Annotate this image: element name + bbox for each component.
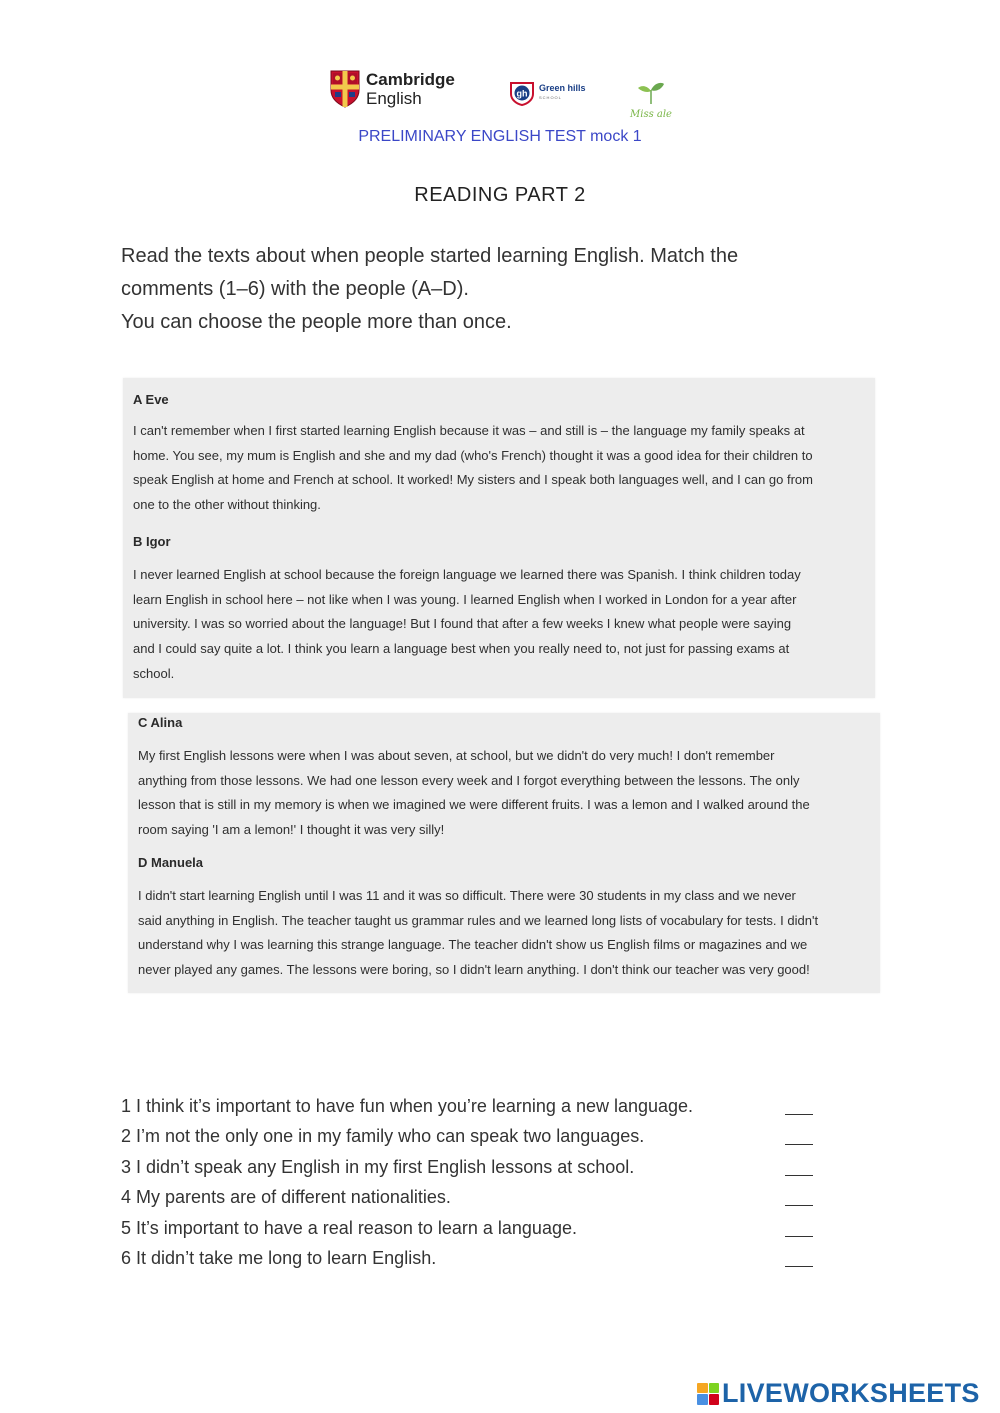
- greenhills-badge-icon: [509, 80, 535, 106]
- person-text-line: understand why I was learning this strange language. The teacher didn't show us English films or magazines and we: [138, 937, 808, 953]
- question-text: It’s important to have a real reason to learn a language.: [136, 1217, 577, 1238]
- person-text-line: home. You see, my mum is English and she and my dad (who's French) thought it was a good idea for their children to: [133, 447, 813, 463]
- instructions: [121, 240, 881, 339]
- header-logos: [0, 66, 1000, 122]
- person-name: A Eve: [133, 392, 169, 407]
- person-text-line: I never learned English at school because the foreign language we learned there was Spanish. I think children today: [133, 567, 801, 582]
- cambridge-subname: English: [366, 89, 422, 108]
- missale-text: Miss ale: [630, 109, 672, 120]
- person-text-line: learn English in school here – not like when I was young. I learned English when I worked in London for a year after: [133, 591, 797, 607]
- instructions-line: You can choose the people more than once.: [121, 311, 512, 333]
- question-number: 6: [121, 1247, 132, 1268]
- question-number: 4: [121, 1187, 132, 1208]
- missale-logo: [626, 80, 676, 120]
- person-name: C Alina: [138, 715, 183, 730]
- person-text-line: My first English lessons were when I was about seven, at school, but we didn't do very much! I don't remember: [138, 748, 775, 763]
- answer-blank[interactable]: [785, 1222, 813, 1237]
- liveworksheets-grid-icon: [697, 1383, 719, 1405]
- liveworksheets-brand: LIVEWORKSHEETS: [722, 1378, 980, 1408]
- person-text-line: and I could say quite a lot. I think you learn a language best when you really need to, not just for passing exams at: [133, 641, 790, 657]
- question-row: [121, 1126, 821, 1156]
- texts-panel-ab: [123, 378, 875, 698]
- question-row: [121, 1248, 821, 1278]
- greenhills-sub: SCHOOL: [539, 95, 562, 100]
- text-block-igor: [133, 534, 868, 687]
- liveworksheets-logo[interactable]: [697, 1378, 980, 1409]
- person-text-line: speak English at home and French at school. It worked! My sisters and I speak both languages well, and I can go from: [133, 472, 813, 488]
- person-text-line: lesson that is still in my memory is when we imagined we were different fruits. I was a lemon and I walked around the: [138, 797, 810, 813]
- question-text: I’m not the only one in my family who can speak two languages.: [136, 1126, 645, 1147]
- question-number: 1: [121, 1096, 132, 1116]
- greenhills-logo: [509, 80, 586, 106]
- question-number: 3: [121, 1156, 132, 1177]
- cambridge-name: Cambridge: [366, 70, 455, 89]
- answer-blank[interactable]: [785, 1100, 813, 1115]
- person-text-line: school.: [133, 665, 175, 681]
- question-text: My parents are of different nationalities.: [136, 1187, 451, 1208]
- texts-panel-cd: [128, 713, 880, 993]
- person-text-line: I didn't start learning English until I was 11 and it was so difficult. There were 30 students in my class and we never: [138, 888, 796, 903]
- plant-sprout-icon: [636, 80, 666, 104]
- mock-title: PRELIMINARY ENGLISH TEST mock 1: [358, 128, 642, 145]
- person-name: D Manuela: [138, 855, 204, 870]
- question-text: I think it’s important to have fun when you’re learning a new language.: [136, 1096, 694, 1116]
- person-text-line: never played any games. The lessons were boring, so I didn't learn anything. I don't think our teacher was very good!: [138, 962, 810, 978]
- svg-text:gh: gh: [516, 88, 528, 99]
- text-block-alina: [138, 715, 873, 843]
- question-row: [121, 1157, 821, 1187]
- instructions-line: Read the texts about when people started learning English. Match the: [121, 245, 739, 267]
- person-text-line: one to the other without thinking.: [133, 497, 321, 513]
- instructions-line: comments (1–6) with the people (A–D).: [121, 278, 469, 300]
- person-text-line: room saying 'I am a lemon!' I thought it was very silly!: [138, 822, 445, 838]
- person-text-line: I can't remember when I first started learning English because it was – and still is – the language my family speaks at: [133, 423, 805, 438]
- answer-blank[interactable]: [785, 1191, 813, 1206]
- text-block-eve: [133, 392, 868, 518]
- person-text-line: said anything in English. The teacher taught us grammar rules and we learned long lists of vocabulary for tests. I didn't: [138, 912, 819, 928]
- cambridge-shield-icon: [330, 70, 360, 108]
- greenhills-name: Green hills: [539, 83, 586, 93]
- question-number: 2: [121, 1126, 132, 1147]
- questions-list: [121, 1096, 821, 1278]
- text-block-manuela: [138, 855, 873, 983]
- question-row: [121, 1218, 821, 1248]
- cambridge-logo: [330, 70, 455, 108]
- answer-blank[interactable]: [785, 1130, 813, 1145]
- person-name: B Igor: [133, 534, 171, 549]
- question-number: 5: [121, 1217, 132, 1238]
- answer-blank[interactable]: [785, 1252, 813, 1267]
- person-text-line: university. I was so worried about the language! But I found that after a few weeks I knew what people were saying: [133, 616, 792, 632]
- person-text-line: anything from those lessons. We had one lesson every week and I forgot everything between the lessons. The only: [138, 772, 800, 788]
- question-row: [121, 1187, 821, 1217]
- question-row: [121, 1096, 821, 1126]
- page-title: READING PART 2: [414, 184, 586, 206]
- question-text: It didn’t take me long to learn English.: [136, 1247, 437, 1268]
- question-text: I didn’t speak any English in my first English lessons at school.: [136, 1156, 635, 1177]
- answer-blank[interactable]: [785, 1161, 813, 1176]
